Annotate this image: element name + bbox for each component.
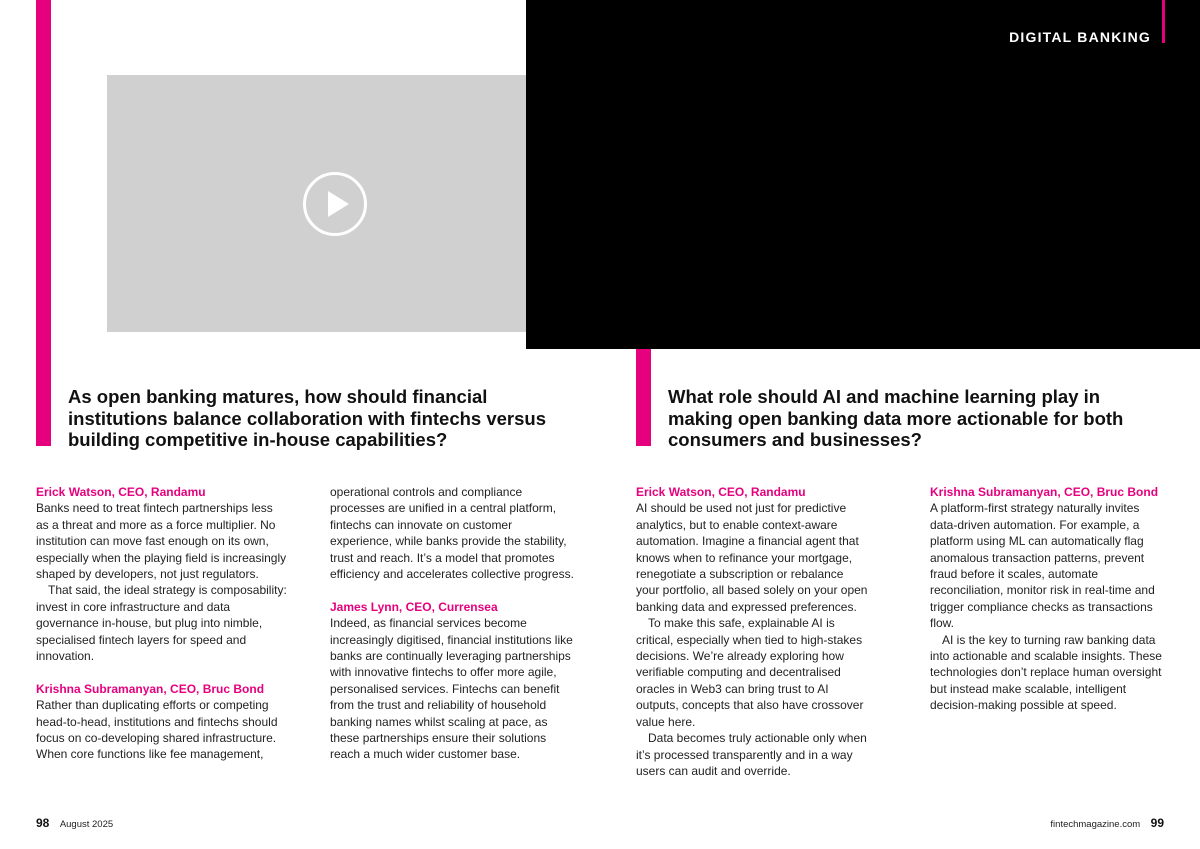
author-byline: Erick Watson, CEO, Randamu xyxy=(36,485,206,499)
header-image xyxy=(526,0,1200,349)
author-byline: Erick Watson, CEO, Randamu xyxy=(636,485,806,499)
body-paragraph: Banks need to treat fintech partnerships less as a threat and more as a force multiplier. No institution can move fast enough on its own, especially when the playing field is increasingly shaped by developers, not just regulators. xyxy=(36,501,287,582)
paragraph-gap xyxy=(330,582,574,598)
right-column-1 xyxy=(636,484,870,779)
body-paragraph: AI should be used not just for predictive analytics, but to enable context-aware automation. Imagine a financial agent that knows when to refinance your mortgage, renegotiate a subscription or rebalance your portfolio, all based solely on your open banking data and expressed preferences. xyxy=(636,501,868,614)
body-paragraph: Data becomes truly actionable only when it’s processed transparently and in a way users can audit and override. xyxy=(636,731,867,778)
body-paragraph: operational controls and compliance processes are unified in a central platform, fintechs can innovate on customer experience, while banks provide the stability, trust and reach. It’s a model that promotes efficiency and accelerates collective progress. xyxy=(330,485,574,582)
video-player[interactable] xyxy=(107,75,527,332)
left-question-heading: As open banking matures, how should financial institutions balance collaboration with fintechs versus building competitive in-house capabilities? xyxy=(68,386,547,450)
left-column-2 xyxy=(330,484,574,763)
left-accent-bar xyxy=(36,0,51,446)
play-button[interactable] xyxy=(303,172,367,236)
body-paragraph: AI is the key to turning raw banking data into actionable and scalable insights. These technologies don’t replace human oversight but instead make scalable, intelligent decision-making possible at speed. xyxy=(930,632,1162,713)
right-accent-bar-top xyxy=(1162,0,1165,43)
right-folio xyxy=(1050,814,1164,832)
body-paragraph: Rather than duplicating efforts or competing head-to-head, institutions and fintechs should focus on co-developing shared infrastructure. When core functions like fee management, xyxy=(36,698,278,762)
play-icon xyxy=(306,175,364,233)
right-accent-bar xyxy=(636,349,651,446)
page-number-left: 98 xyxy=(36,816,50,830)
right-column-2 xyxy=(930,484,1170,714)
paragraph-gap xyxy=(36,664,288,680)
issue-date: August 2025 xyxy=(59,819,114,830)
body-paragraph: Indeed, as financial services become increasingly digitised, financial institutions like banks are continually leveraging partnerships with innovative fintechs to offer more agile, personalised services. Fintechs can benefit from the trust and reliability of household banking names whilst scaling at pace, as these partnerships ensure their solutions reach a much wider customer base. xyxy=(330,616,573,762)
left-column-1 xyxy=(36,484,288,763)
section-label: DIGITAL BANKING xyxy=(1009,29,1151,45)
author-byline: James Lynn, CEO, Currensea xyxy=(330,599,498,614)
website: fintechmagazine.com xyxy=(1050,819,1141,830)
left-folio xyxy=(36,814,113,832)
body-paragraph: To make this safe, explainable AI is critical, especially when tied to high-stakes decisions. We’re already exploring how verifiable computing and decentralised oracles in Web3 can bring trust to AI outputs, concepts that also have crossover value here. xyxy=(636,616,864,729)
right-question-heading: What role should AI and machine learning play in making open banking data more actionable for both consumers and businesses? xyxy=(668,386,1124,450)
author-byline: Krishna Subramanyan, CEO, Bruc Bond xyxy=(930,485,1159,499)
author-byline: Krishna Subramanyan, CEO, Bruc Bond xyxy=(36,681,265,696)
body-paragraph: A platform-first strategy naturally invites data-driven automation. For example, a platform using ML can automatically flag anomalous transaction patterns, prevent fraud before it scales, automate reconciliation, monitor risk in real-time and trigger compliance checks as transactions flow. xyxy=(930,501,1155,631)
page-number-right: 99 xyxy=(1150,816,1164,830)
body-paragraph: That said, the ideal strategy is composability: invest in core infrastructure and data governance in-house, but plug into nimble, specialised fintech layers for speed and innovation. xyxy=(36,583,287,664)
